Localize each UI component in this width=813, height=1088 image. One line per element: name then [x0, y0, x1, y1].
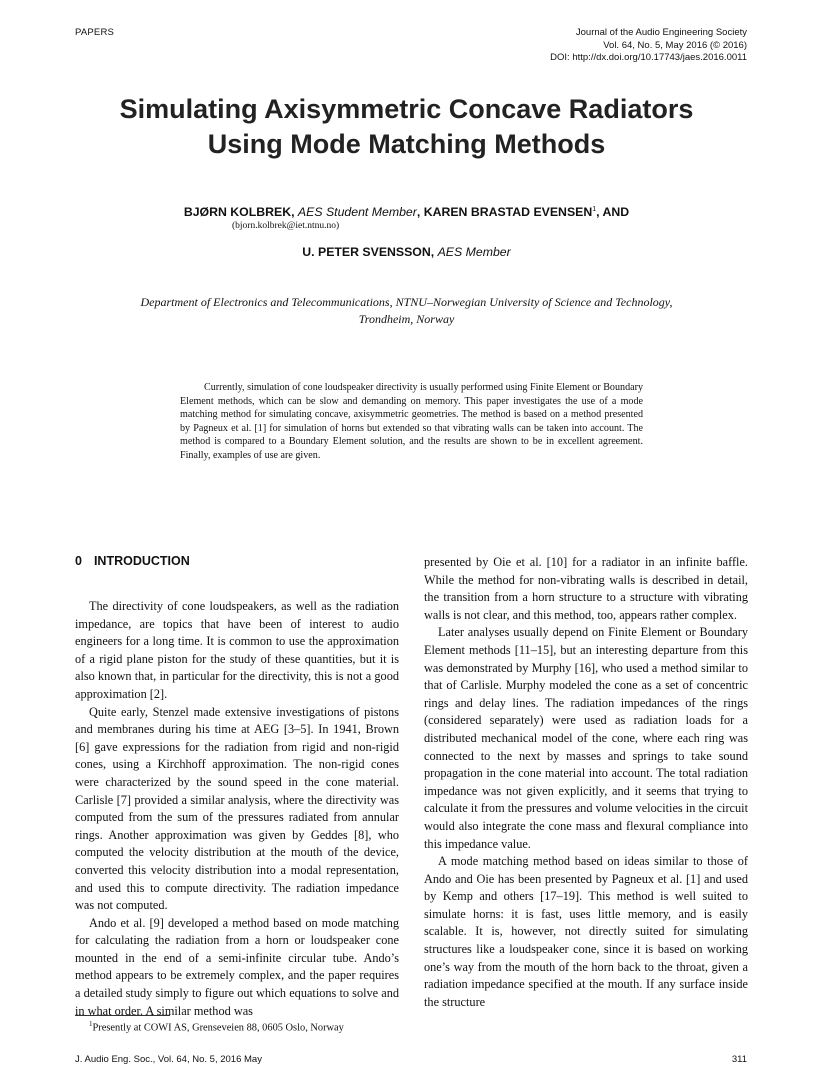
footnote-rule — [75, 1015, 170, 1016]
abstract: Currently, simulation of cone loudspeaker directivity is usually performed using Finite Element or Boundary Element methods, which can be slow and demanding on memory. This paper investigates the use of a mode matching method for simulating concave, axisymmetric geometries. The method is based on a method presented by Pagneux et al. [1] for simulation of horns but extended so that vibrating walls can be taken into account. The method is compared to a Boundary Element solution, and the results are shown to be in excellent agreement. Finally, examples of use are given. — [180, 382, 643, 461]
paragraph: Ando et al. [9] developed a method based on mode matching for calculating the radiation from a horn or loudspeaker cone mounted in the end of a semi-infinite circular tube. Ando’s method appears to be extremely complex, and the paper requires a detailed study simply to figure out which equations to solve and in what order. A similar method was — [75, 915, 399, 1018]
affiliation-line-1: Department of Electronics and Telecommunications, NTNU–Norwegian University of Science and Technology, — [140, 295, 673, 309]
footer-citation: J. Audio Eng. Soc., Vol. 64, No. 5, 2016 May — [75, 1054, 262, 1065]
author-line-1 — [0, 205, 813, 219]
title-line-2: Using Mode Matching Methods — [207, 129, 606, 159]
journal-doi: DOI: http://dx.doi.org/10.17743/jaes.2016.0011 — [550, 52, 747, 63]
journal-info — [550, 27, 747, 65]
author-1-name: BJØRN KOLBREK, — [183, 205, 295, 219]
footnote-mark: 1 — [89, 1020, 93, 1028]
right-column — [424, 554, 748, 1011]
affiliation — [80, 294, 733, 328]
author-3-role: AES Member — [437, 245, 511, 259]
paragraph: presented by Oie et al. [10] for a radiator in an infinite baffle. While the method for non-vibrating walls is described in detail, the transition from a horn structure to a structure with vibrating walls is not clear, and this method, too, appears rather complex. — [424, 555, 748, 622]
running-header-section: PAPERS — [75, 27, 115, 38]
paragraph: Later analyses usually depend on Finite Element or Boundary Element methods [11–15], but an interesting departure from this was demonstrated by Murphy [16], who used a method similar to that of Carlisle. Murphy modeled the cone as a set of concentric rings and delay lines. The radiation impedances of the rings (considered separately) were used as radiation loads for a distributed mechanical model of the cone, where each ring was connected to the next by masses and springs to take sound propagation in the cone material into account. The total radiation impedance was not given explicitly, and it seems that trying to calculate it from the pressures and volume velocities in the circuit would also integrate the cone mass and flexural compliance into this impedance value. — [424, 625, 748, 851]
left-column — [75, 598, 399, 1020]
journal-volume: Vol. 64, No. 5, May 2016 (© 2016) — [603, 39, 747, 51]
paragraph: Quite early, Stenzel made extensive investigations of pistons and membranes during his time at AEG [3–5]. In 1941, Brown [6] gave expressions for the radiation from rigid and non-rigid cones, using a Kirchhoff approximation. The non-rigid cones were characterized by the sound speed in the cone material. Carlisle [7] provided a similar analysis, where the directivity was computed from the sum of the pressures radiated from annular rings. Another approximation was given by Geddes [8], who computed the velocity distribution at the mouth of the device, converted this velocity distribution into a modal representation, and used this to compute directivity. The radiation impedance was not computed. — [75, 704, 399, 913]
author-2-name: , KAREN BRASTAD EVENSEN — [416, 205, 593, 219]
paper-title — [60, 92, 753, 162]
section-number: 0 — [75, 554, 82, 568]
author-line-2 — [0, 245, 813, 259]
paragraph: The directivity of cone loudspeakers, as well as the radiation impedance, are topics that have been of interest to audio engineers for a long time. It is common to use the approximation of a rigid plane piston for the study of these quantities, but it is also known that, in particular for the directivity, this is not a good approximation [2]. — [75, 599, 399, 701]
page-number: 311 — [731, 1054, 747, 1065]
author-3-name: U. PETER SVENSSON, — [302, 245, 435, 259]
author-2-footnote-mark: 1 — [592, 205, 597, 213]
footnote-text: Presently at COWI AS, Grenseveien 88, 0605 Oslo, Norway — [92, 1022, 344, 1034]
journal-name: Journal of the Audio Engineering Society — [575, 27, 747, 38]
title-line-1: Simulating Axisymmetric Concave Radiators — [119, 94, 694, 124]
affiliation-line-2: Trondheim, Norway — [358, 312, 455, 326]
author-email: (bjorn.kolbrek@iet.ntnu.no) — [232, 221, 340, 231]
footnote — [75, 1020, 399, 1033]
author-and: , AND — [596, 205, 630, 219]
section-heading — [75, 554, 190, 568]
author-1-role: AES Student Member — [297, 205, 417, 219]
paragraph: A mode matching method based on ideas similar to those of Ando and Oie has been presented by Pagneux et al. [1] and used by Kemp and others [17–19]. This method is well suited to simulate horns: it is fast, uses little memory, and is easily scalable. It is, however, not directly suited for simulating structures like a loudspeaker cone, since it is based on working one’s way from the mouth of the horn back to the throat, given a radiation impedance specified at the mouth. If any surface inside the structure — [424, 854, 748, 1009]
section-title: INTRODUCTION — [93, 554, 190, 568]
